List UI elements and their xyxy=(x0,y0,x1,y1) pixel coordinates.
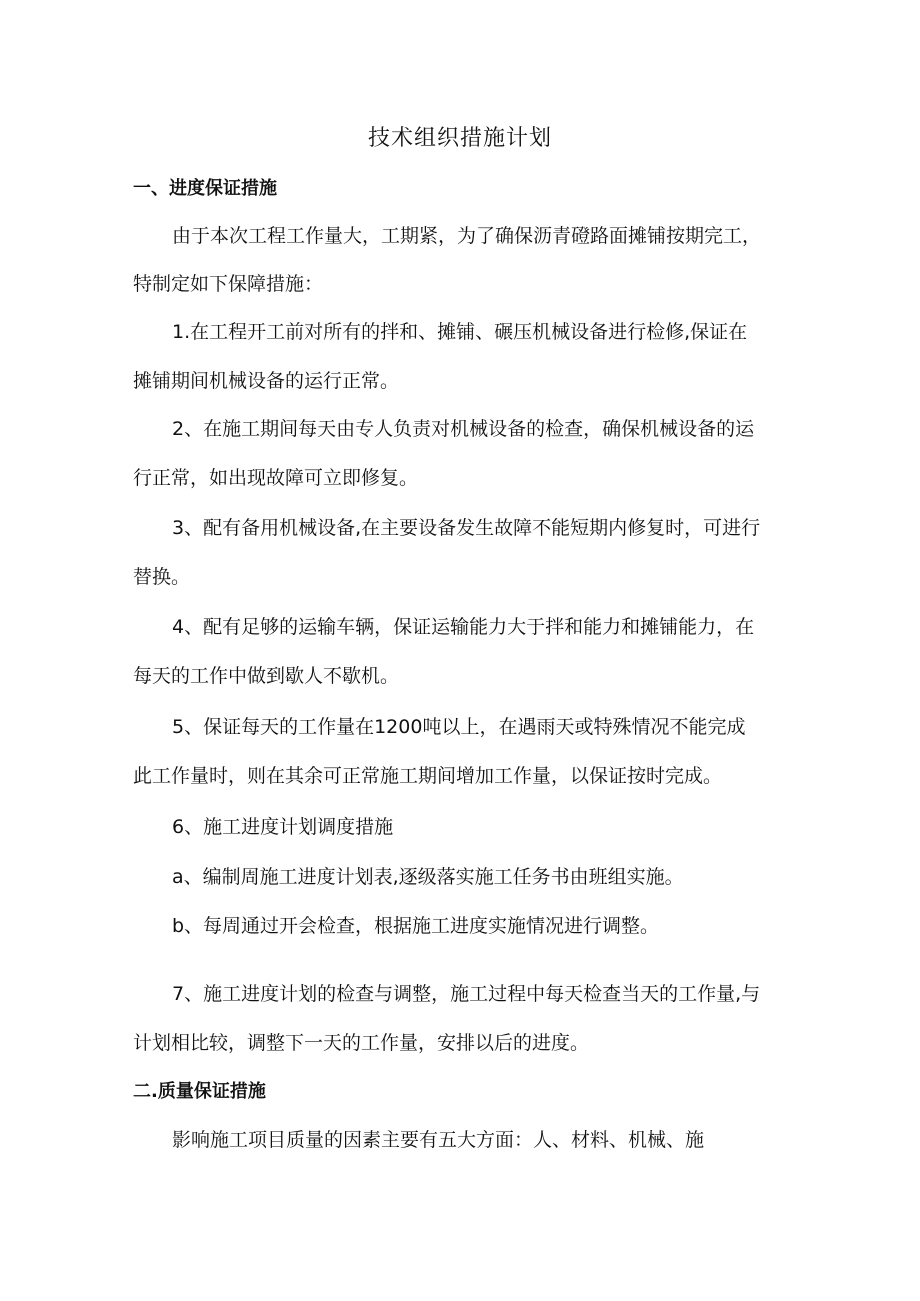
list-item-7-line-1: 7、施工进度计划的检查与调整，施工过程中每天检查当天的工作量,与 xyxy=(172,983,761,1005)
list-item-4-line-2: 每天的工作中做到歇人不歇机。 xyxy=(133,665,400,687)
section-heading-progress: 一、进度保证措施 xyxy=(133,178,277,199)
paragraph-line: 特制定如下保障措施： xyxy=(133,273,324,295)
list-item-1-line-1: 1.在工程开工前对所有的拌和、摊铺、碾压机械设备进行检修,保证在 xyxy=(172,321,748,343)
list-item-2-line-1: 2、在施工期间每天由专人负责对机械设备的检查，确保机械设备的运 xyxy=(172,418,755,440)
list-item-6a: a、编制周施工进度计划表,逐级落实施工任务书由班组实施。 xyxy=(172,866,684,888)
list-item-3-line-1: 3、配有备用机械设备,在主要设备发生故障不能短期内修复时，可进行 xyxy=(172,517,761,539)
list-item-5-line-1: 5、保证每天的工作量在1200吨以上，在遇雨天或特殊情况不能完成 xyxy=(172,716,746,738)
list-item-2-line-2: 行正常，如出现故障可立即修复。 xyxy=(133,467,419,489)
list-item-6: 6、施工进度计划调度措施 xyxy=(172,816,394,838)
paragraph-line: 由于本次工程工作量大，工期紧，为了确保沥青磴路面摊铺按期完工， xyxy=(172,225,762,247)
document-title: 技术组织措施计划 xyxy=(367,126,552,151)
list-item-3-line-2: 替换。 xyxy=(133,566,191,588)
section-heading-quality: 二.质量保证措施 xyxy=(133,1081,266,1102)
paragraph-line: 影响施工项目质量的因素主要有五大方面：人、材料、机械、施 xyxy=(172,1129,705,1151)
list-item-5-line-2: 此工作量时，则在其余可正常施工期间增加工作量，以保证按时完成。 xyxy=(133,765,723,787)
list-item-7-line-2: 计划相比较，调整下一天的工作量，安排以后的进度。 xyxy=(133,1032,590,1054)
list-item-4-line-1: 4、配有足够的运输车辆，保证运输能力大于拌和能力和摊铺能力，在 xyxy=(172,616,755,638)
list-item-6b: b、每周通过开会检查，根据施工进度实施情况进行调整。 xyxy=(172,915,660,937)
list-item-1-line-2: 摊铺期间机械设备的运行正常。 xyxy=(133,370,400,392)
